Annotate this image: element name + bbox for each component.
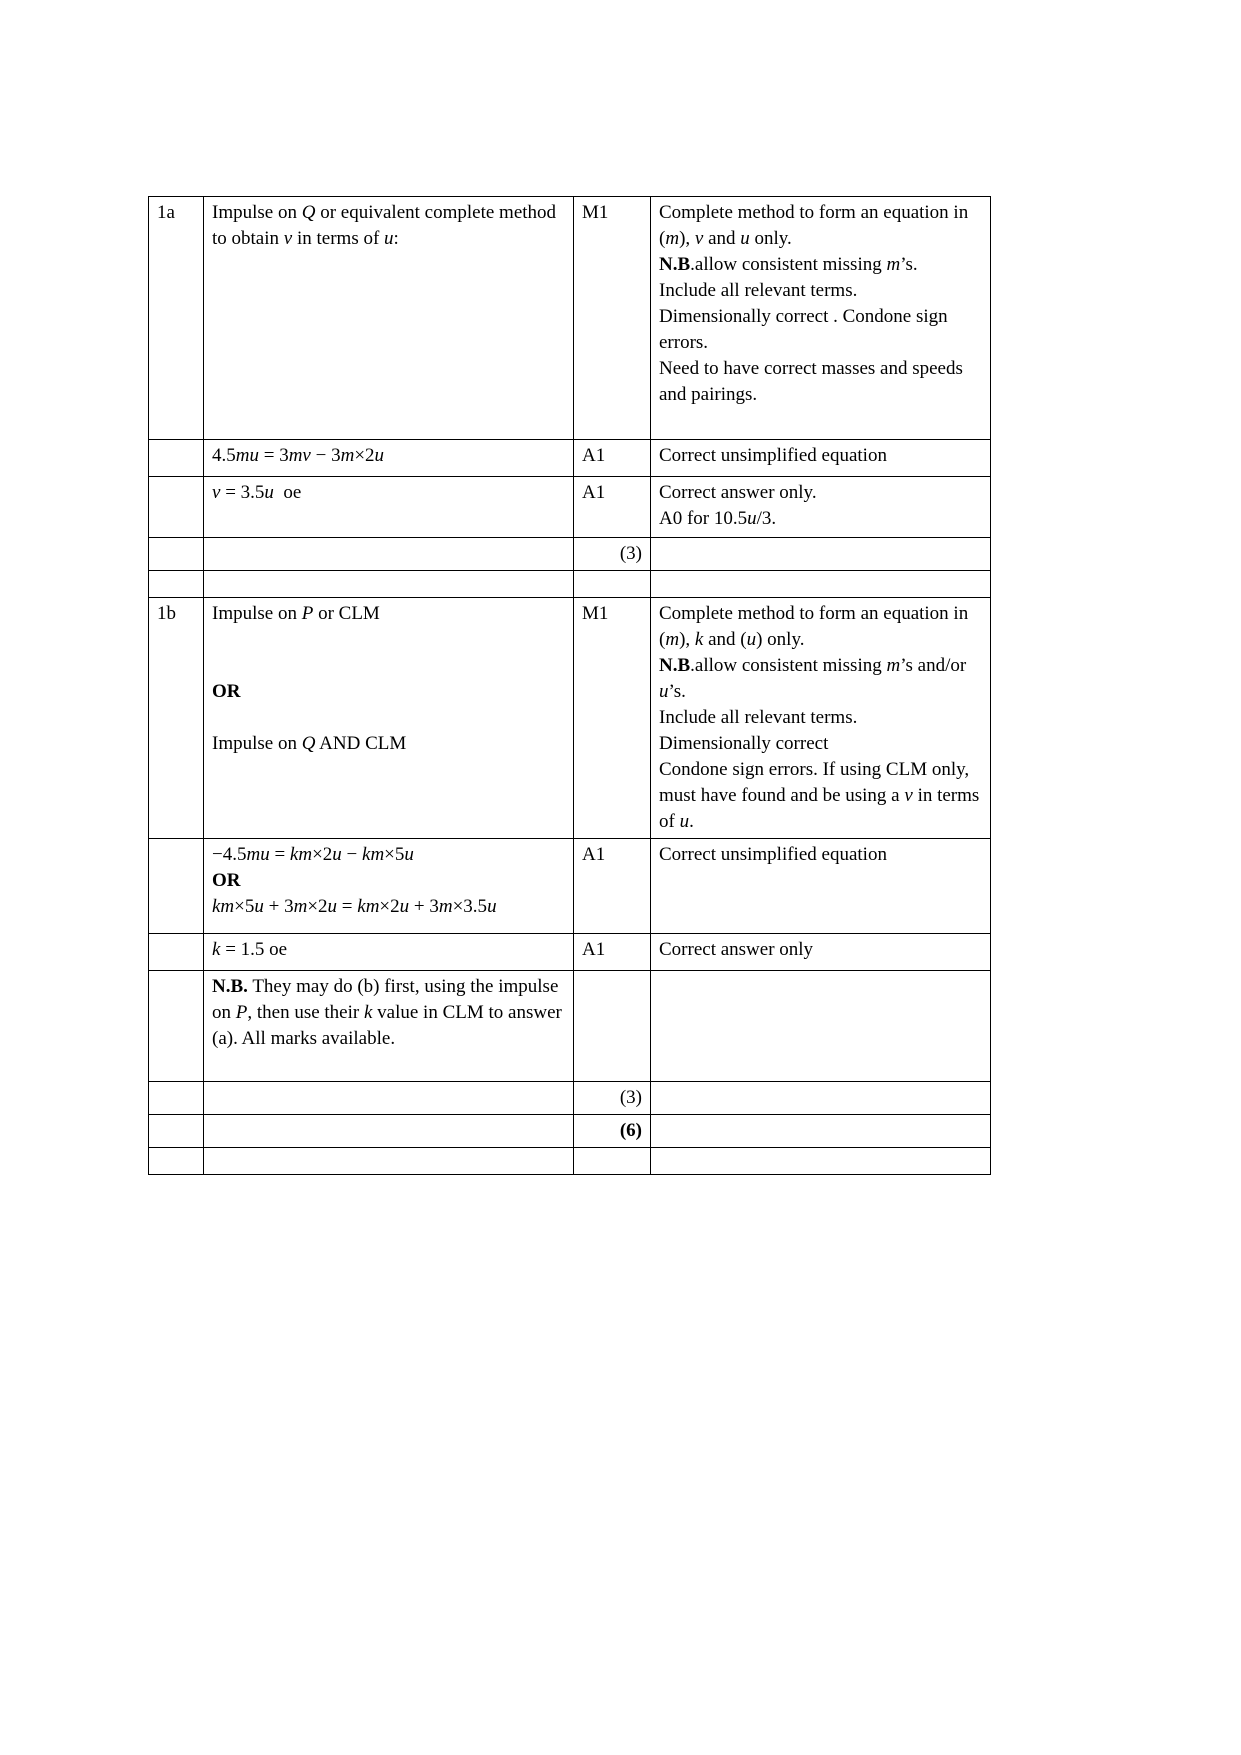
question-number-cell [149,839,204,934]
working-cell [204,571,574,598]
working-cell: Impulse on Q or equivalent complete method to obtain v in terms of u: [204,197,574,440]
question-number-cell [149,1082,204,1115]
mark-total-cell: (3) [574,538,651,571]
working-cell [204,1148,574,1175]
question-number-cell [149,934,204,971]
table-row [149,1082,991,1115]
table-row [149,1115,991,1148]
mark-cell: A1 [574,440,651,477]
working-cell [204,538,574,571]
mark-cell [574,571,651,598]
mark-scheme-table [148,196,991,1175]
question-number-cell [149,971,204,1082]
mark-total-cell: (3) [574,1082,651,1115]
working-cell [204,1082,574,1115]
working-cell: −4.5mu = km×2u − km×5u OR km×5u + 3m×2u = km×2u + 3m×3.5u [204,839,574,934]
notes-cell [651,571,991,598]
table-row [149,934,991,971]
table-row-spacer [149,1148,991,1175]
mark-cell: A1 [574,934,651,971]
question-number-cell [149,1148,204,1175]
table-row [149,197,991,440]
mark-cell: A1 [574,839,651,934]
table-row [149,440,991,477]
table-row [149,538,991,571]
table-row [149,598,991,839]
working-cell: k = 1.5 oe [204,934,574,971]
question-number-cell [149,538,204,571]
notes-cell [651,538,991,571]
mark-cell: M1 [574,598,651,839]
notes-cell: Correct answer only. A0 for 10.5u/3. [651,477,991,538]
notes-cell [651,1115,991,1148]
working-cell: v = 3.5u oe [204,477,574,538]
mark-cell [574,1148,651,1175]
question-number-cell: 1a [149,197,204,440]
notes-cell: Correct unsimplified equation [651,839,991,934]
question-number-cell: 1b [149,598,204,839]
mark-cell [574,971,651,1082]
notes-cell: Complete method to form an equation in (m), v and u only. N.B.allow consistent missing m’s. Include all relevant terms. Dimensionally correct . Condone sign errors. Need to have correct masses and speeds and pairings. [651,197,991,440]
working-cell [204,1115,574,1148]
table-row [149,839,991,934]
mark-cell: A1 [574,477,651,538]
working-cell: N.B. They may do (b) first, using the impulse on P, then use their k value in CLM to answer (a). All marks available. [204,971,574,1082]
question-number-cell [149,477,204,538]
question-number-cell [149,440,204,477]
notes-cell: Complete method to form an equation in (m), k and (u) only. N.B.allow consistent missing m’s and/or u’s. Include all relevant terms. Dimensionally correct Condone sign errors. If using CLM only, must have found and be using a v in terms of u. [651,598,991,839]
mark-cell: M1 [574,197,651,440]
mark-grand-total-cell: (6) [574,1115,651,1148]
notes-cell: Correct answer only [651,934,991,971]
working-cell: Impulse on P or CLM OR Impulse on Q AND CLM [204,598,574,839]
table-row-spacer [149,571,991,598]
question-number-cell [149,571,204,598]
notes-cell [651,1148,991,1175]
table-row [149,477,991,538]
working-cell: 4.5mu = 3mv − 3m×2u [204,440,574,477]
question-number-cell [149,1115,204,1148]
notes-cell [651,971,991,1082]
table-row [149,971,991,1082]
notes-cell [651,1082,991,1115]
notes-cell: Correct unsimplified equation [651,440,991,477]
